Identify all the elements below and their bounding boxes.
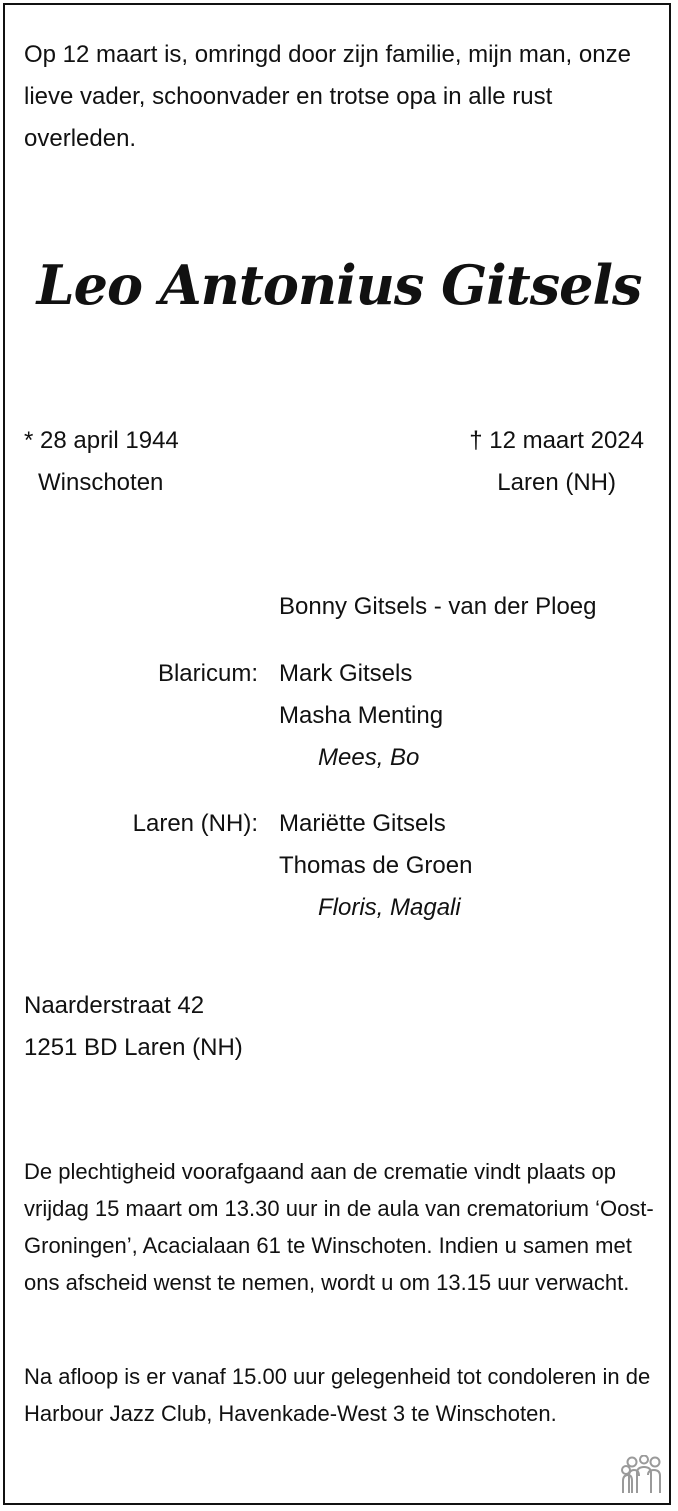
deceased-name: Leo Antonius Gitsels bbox=[36, 253, 642, 317]
spouse-name: Bonny Gitsels - van der Ploeg bbox=[279, 593, 597, 620]
child-name: Mariëtte Gitsels bbox=[279, 810, 446, 837]
ceremony-text: De plechtigheid voorafgaand aan de crematie vindt plaats op vrijdag 15 maart om 13.30 uur in de aula van crematorium ‘Oost-Groningen’, Acacialaan 61 te Winschoten. Indien u samen met ons afscheid wenst te nemen, wordt u om 13.15 uur verwacht. bbox=[24, 1159, 654, 1295]
intro-text: Op 12 maart is, omringd door zijn familie, mijn man, onze lieve vader, schoonvader en trotse opa in alle rust overleden. bbox=[24, 41, 631, 152]
death-place: Laren (NH) bbox=[497, 469, 616, 496]
partner-name: Masha Menting bbox=[279, 702, 444, 729]
address-street: Naarderstraat 42 bbox=[24, 992, 205, 1019]
grandchildren-names: Floris, Magali bbox=[318, 894, 461, 921]
people-group-icon bbox=[620, 1455, 664, 1495]
grandchildren-names: Mees, Bo bbox=[318, 744, 420, 771]
partner-name: Thomas de Groen bbox=[279, 852, 473, 879]
death-date: † 12 maart 2024 bbox=[469, 427, 644, 454]
child-name: Mark Gitsels bbox=[279, 660, 413, 687]
family-location-laren: Laren (NH): bbox=[132, 810, 258, 837]
condolence-text: Na afloop is er vanaf 15.00 uur gelegenheid tot condoleren in de Harbour Jazz Club, Havenkade-West 3 te Winschoten. bbox=[24, 1364, 651, 1426]
birth-date: * 28 april 1944 bbox=[24, 427, 179, 454]
birth-place: Winschoten bbox=[38, 469, 164, 496]
address-city: 1251 BD Laren (NH) bbox=[24, 1034, 243, 1061]
family-location-blaricum: Blaricum: bbox=[157, 660, 258, 687]
